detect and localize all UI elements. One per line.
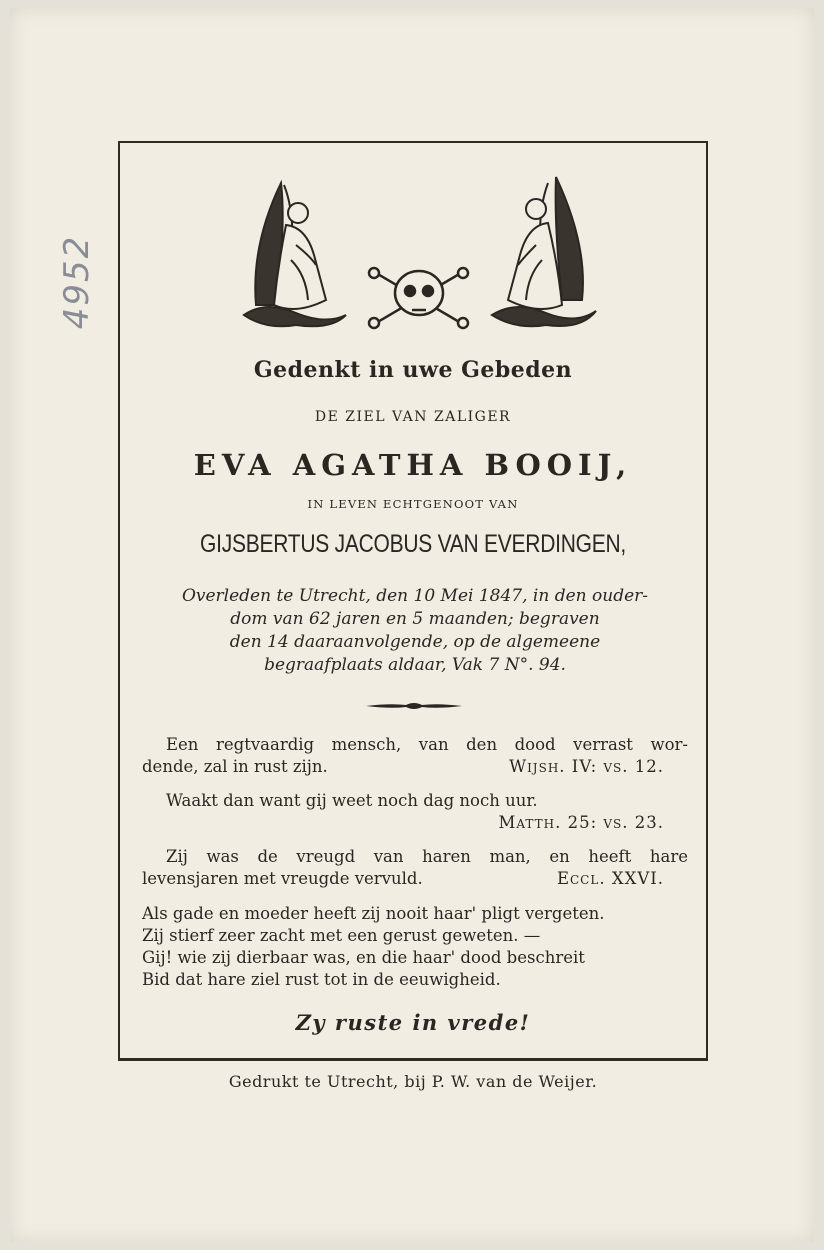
scripture-reference: Wijsh. IV: vs. 12.: [509, 757, 664, 776]
death-notice: [142, 585, 688, 677]
left-angel-icon: [244, 183, 346, 326]
scripture-reference: Matth. 25: vs. 23.: [498, 813, 664, 832]
death-notice-line: Overleden te Utrecht, den 10 Mei 1847, in den ouder-: [181, 586, 649, 606]
verse-line-with-ref: [142, 868, 688, 890]
verse-block: [142, 846, 688, 890]
angels-skull-emblem: [236, 165, 602, 335]
poem-line: Gij! wie zij dierbaar was, en die haar' dood beschreit: [142, 948, 585, 967]
verse-block: [142, 790, 688, 834]
ornamental-divider: [366, 700, 462, 712]
poem-block: [142, 903, 688, 991]
death-notice-line: den 14 daaraanvolgende, op de algemeene: [229, 632, 601, 652]
poem-line: Als gade en moeder heeft zij nooit haar' pligt vergeten.: [142, 904, 605, 923]
printer-imprint: Gedrukt te Utrecht, bij P. W. van de Weijer.: [228, 1072, 598, 1091]
poem-line: Zij stierf zeer zacht met een gerust geweten. —: [142, 926, 541, 945]
closing-blessing: Zy ruste in vrede!: [295, 1010, 531, 1035]
verse-line: dende, zal in rust zijn.: [142, 757, 328, 776]
prayer-heading: Gedenkt in uwe Gebeden: [253, 357, 573, 383]
death-notice-line: begraafplaats aldaar, Vak 7 N°. 94.: [264, 655, 566, 675]
verse-ref-row: [142, 812, 688, 834]
verse-line: Een regtvaardig mensch, van den dood verrast wor-: [166, 735, 688, 754]
death-notice-line: dom van 62 jaren en 5 maanden; begraven: [230, 609, 600, 629]
scripture-reference: Eccl. XXVI.: [556, 869, 664, 888]
soul-line: DE ZIEL VAN ZALIGER: [314, 409, 512, 425]
spouse-line: IN LEVEN ECHTGENOOT VAN: [307, 497, 519, 511]
skull-crossbones-icon: [369, 268, 468, 328]
poem-line: Bid dat hare ziel rust tot in de eeuwigheid.: [142, 970, 501, 989]
verse-line-with-ref: [142, 756, 688, 778]
spouse-name: GIJSBERTUS JACOBUS VAN EVERDINGEN,: [200, 530, 626, 558]
verse-line: levensjaren met vreugde vervuld.: [142, 869, 423, 888]
deceased-name: EVA AGATHA BOOIJ,: [193, 448, 633, 482]
right-angel-icon: [492, 177, 596, 326]
pencil-inventory-number: 4952: [57, 234, 97, 330]
verse-block: [142, 734, 688, 778]
verse-line: Zij was de vreugd van haren man, en heeft hare: [166, 847, 688, 866]
verse-line: Waakt dan want gij weet noch dag noch uur.: [166, 791, 538, 810]
